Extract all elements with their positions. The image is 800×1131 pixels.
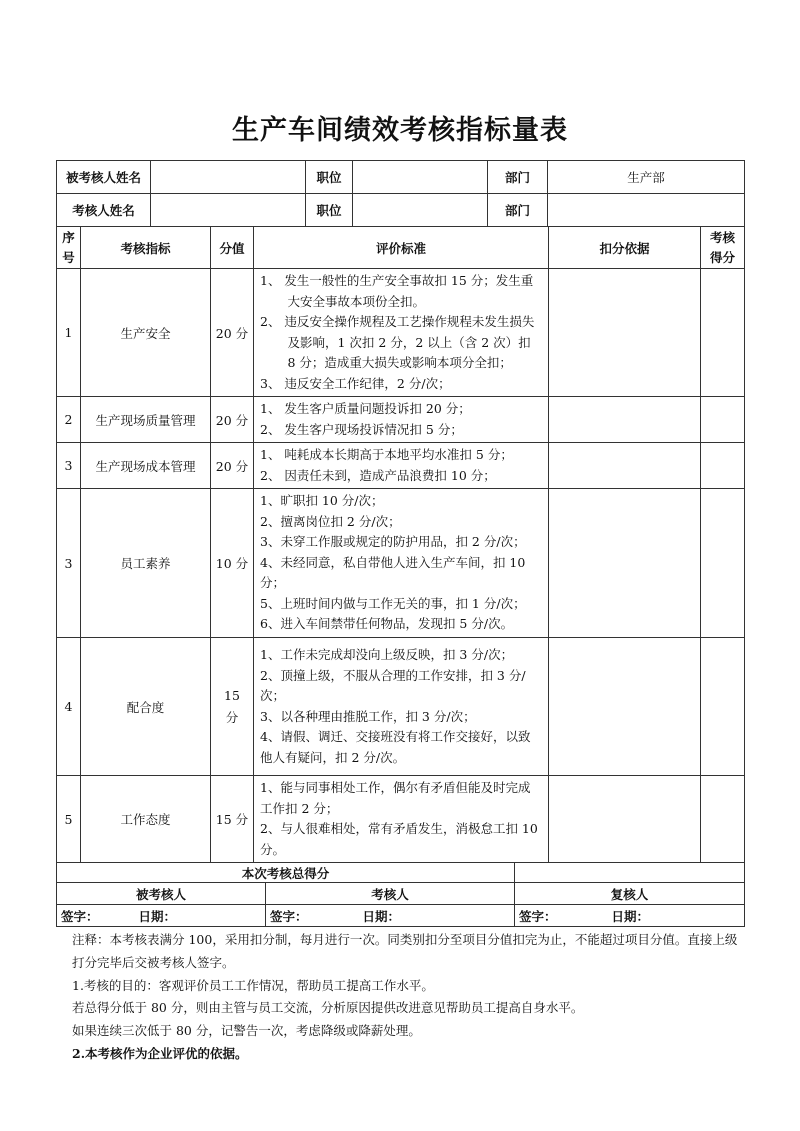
- dept-label: 部门: [488, 194, 548, 227]
- row-indicator: 生产安全: [81, 269, 211, 397]
- row-criteria: [254, 397, 549, 443]
- reviewer-label: 复核人: [515, 883, 745, 905]
- row-points: 10 分: [211, 489, 254, 638]
- total-score-label: 本次考核总得分: [57, 863, 515, 883]
- header-basis: 扣分依据: [549, 227, 701, 269]
- row-indicator: 生产现场质量管理: [81, 397, 211, 443]
- appraisee-name-label: 被考核人姓名: [57, 161, 151, 194]
- note-4: 2.本考核作为企业评优的依据。: [72, 1045, 248, 1061]
- row-points: 20 分: [211, 269, 254, 397]
- table-row: [57, 443, 745, 489]
- criteria-item: 3、以各种理由推脱工作，扣 3 分/次；: [260, 708, 476, 724]
- row-points: 20 分: [211, 443, 254, 489]
- row-indicator: 生产现场成本管理: [81, 443, 211, 489]
- row-score-field[interactable]: [701, 443, 745, 489]
- row-deduction-basis-field[interactable]: [549, 489, 701, 638]
- criteria-item: 3、 违反安全工作纪律，2 分/次；: [260, 375, 451, 391]
- row-seq: 2: [57, 397, 81, 443]
- reviewer-signature-field[interactable]: [515, 905, 745, 927]
- appraisee-position-field[interactable]: [353, 161, 488, 194]
- table-row: [57, 776, 745, 863]
- criteria-item: 6、进入车间禁带任何物品，发现扣 5 分/次。: [260, 616, 514, 632]
- row-deduction-basis-field[interactable]: [549, 776, 701, 863]
- row-deduction-basis-field[interactable]: [549, 638, 701, 776]
- table-row: [57, 269, 745, 397]
- date-label: 日期：: [362, 908, 401, 924]
- row-criteria: [254, 489, 549, 638]
- header-score: 考核得分: [701, 227, 745, 269]
- note-2: 若总得分低于 80 分，则由主管与员工交流，分析原因提供改进意见帮助员工提高自身水平。: [72, 1000, 584, 1016]
- table-row: [57, 638, 745, 776]
- appraiser-dept-field[interactable]: [548, 194, 745, 227]
- note-0: 注释：本考核表满分 100，采用扣分制，每月进行一次。同类别扣分至项目分值扣完为止，不能超过项目分值。直接上级打分完毕后交被考核人签字。: [72, 932, 738, 970]
- appraisee-dept-field[interactable]: 生产部: [548, 161, 745, 194]
- row-criteria: [254, 776, 549, 863]
- row-score-field[interactable]: [701, 269, 745, 397]
- sign-label: 签字：: [270, 908, 308, 924]
- row-seq: 3: [57, 489, 81, 638]
- page-title: 生产车间绩效考核指标量表: [232, 115, 568, 146]
- row-criteria: [254, 269, 549, 397]
- criteria-item: 4、请假、调迁、交接班没有将工作交接好，以致他人有疑问，扣 2 分/次。: [260, 729, 531, 765]
- header-criteria: 评价标准: [254, 227, 549, 269]
- criteria-item: 2、 因责任未到，造成产品浪费扣 10 分；: [260, 467, 496, 483]
- criteria-item: 1、 吨耗成本长期高于本地平均水准扣 5 分；: [260, 447, 513, 462]
- row-seq: 5: [57, 776, 81, 863]
- row-criteria: [254, 638, 549, 776]
- sign-label: 签字：: [61, 908, 99, 924]
- position-label: 职位: [306, 194, 353, 227]
- criteria-item: 2、与人很难相处，常有矛盾发生，消极怠工扣 10 分。: [260, 821, 538, 857]
- info-table: [56, 160, 745, 227]
- header-points: 分值: [211, 227, 254, 269]
- date-label: 日期：: [138, 908, 177, 924]
- row-seq: 3: [57, 443, 81, 489]
- table-row: [57, 489, 745, 638]
- row-seq: 4: [57, 638, 81, 776]
- notes: [72, 929, 744, 1066]
- row-seq: 1: [57, 269, 81, 397]
- criteria-item: 2、 违反安全操作规程及工艺操作规程未发生损失及影响，1 次扣 2 分，2 以上（含 2 次）扣 8 分；造成重大损失或影响本项分全扣；: [260, 314, 535, 370]
- appraiser-name-field[interactable]: [151, 194, 306, 227]
- note-1: 1.考核的目的：客观评价员工工作情况，帮助员工提高工作水平。: [72, 977, 434, 993]
- criteria-item: 1、工作未完成却没向上级反映，扣 3 分/次；: [260, 647, 514, 662]
- appraisee-name-field[interactable]: [151, 161, 306, 194]
- criteria-item: 1、 发生一般性的生产安全事故扣 15 分；发生重大安全事故本项份全扣。: [260, 273, 534, 309]
- total-score-field[interactable]: [515, 863, 745, 883]
- appraisal-sheet: [56, 160, 744, 1066]
- row-score-field[interactable]: [701, 776, 745, 863]
- position-label: 职位: [306, 161, 353, 194]
- appraisee-label: 被考核人: [57, 883, 266, 905]
- row-deduction-basis-field[interactable]: [549, 443, 701, 489]
- footer-table: [56, 862, 745, 927]
- date-label: 日期：: [611, 908, 650, 924]
- row-deduction-basis-field[interactable]: [549, 397, 701, 443]
- row-score-field[interactable]: [701, 397, 745, 443]
- criteria-item: 2、顶撞上级，不服从合理的工作安排，扣 3 分/次；: [260, 667, 526, 703]
- sign-label: 签字：: [519, 908, 557, 924]
- header-seq: 序号: [57, 227, 81, 269]
- criteria-item: 1、 发生客户质量问题投诉扣 20 分；: [260, 401, 471, 416]
- row-score-field[interactable]: [701, 638, 745, 776]
- criteria-item: 5、上班时间内做与工作无关的事，扣 1 分/次；: [260, 595, 526, 611]
- criteria-item: 2、 发生客户现场投诉情况扣 5 分；: [260, 421, 463, 437]
- signature-row: [57, 905, 745, 927]
- row-indicator: 配合度: [81, 638, 211, 776]
- row-indicator: 工作态度: [81, 776, 211, 863]
- criteria-item: 4、未经同意，私自带他人进入生产车间，扣 10 分；: [260, 554, 526, 591]
- row-score-field[interactable]: [701, 489, 745, 638]
- criteria-item: 1、旷职扣 10 分/次；: [260, 493, 384, 509]
- appraisee-signature-field[interactable]: [57, 905, 266, 927]
- appraiser-label: 考核人: [266, 883, 515, 905]
- row-points: 20 分: [211, 397, 254, 443]
- criteria-item: 1、能与同事相处工作，偶尔有矛盾但能及时完成工作扣 2 分；: [260, 780, 531, 816]
- note-3: 如果连续三次低于 80 分，记警告一次，考虑降级或降薪处理。: [72, 1023, 421, 1039]
- row-points: 15 分: [211, 776, 254, 863]
- criteria-item: 2、擅离岗位扣 2 分/次；: [260, 513, 401, 529]
- header-indicator: 考核指标: [81, 227, 211, 269]
- appraiser-name-label: 考核人姓名: [57, 194, 151, 227]
- appraiser-position-field[interactable]: [353, 194, 488, 227]
- row-deduction-basis-field[interactable]: [549, 269, 701, 397]
- row-indicator: 员工素养: [81, 489, 211, 638]
- table-row: [57, 397, 745, 443]
- row-criteria: [254, 443, 549, 489]
- dept-label: 部门: [488, 161, 548, 194]
- appraiser-signature-field[interactable]: [266, 905, 515, 927]
- criteria-table: [56, 226, 745, 863]
- row-points: 15 分: [211, 638, 254, 776]
- criteria-item: 3、未穿工作服或规定的防护用品，扣 2 分/次；: [260, 534, 526, 550]
